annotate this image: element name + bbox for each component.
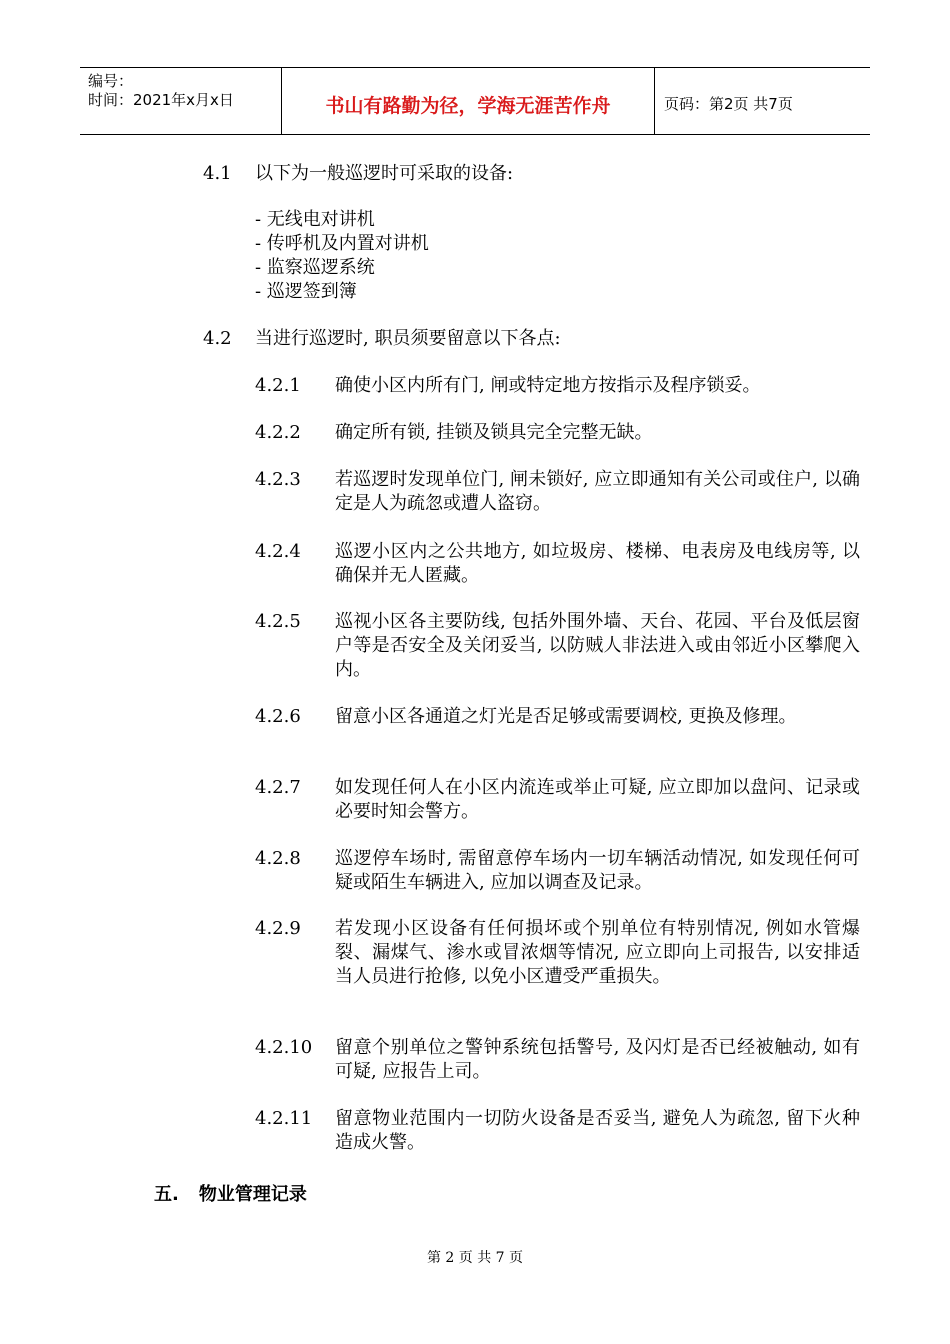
header-divider [654,68,655,134]
code-label: 编号： [88,72,134,90]
item-number: 4.2.5 [255,611,301,632]
item-text: 确使小区内所有门, 闸或特定地方按指示及程序锁妥。 [335,375,761,396]
date-label: 时间：2021年x月x日 [88,91,234,109]
section-heading-title: 物业管理记录 [198,1184,307,1205]
item-text: 确定所有锁, 挂锁及锁具完全完整无缺。 [335,422,653,443]
section-number: 4.1 [203,163,232,184]
page-header [80,67,870,135]
header-page-info: 页码：第2页 共7页 [664,95,793,113]
item-number: 4.2.4 [255,541,301,562]
item-text: 巡逻停车场时, 需留意停车场内一切车辆活动情况, 如发现任何可疑或陌生车辆进入, 应加以调查及记录。 [335,848,860,893]
item-text: 若发现小区设备有任何损坏或个别单位有特别情况, 例如水管爆裂、漏煤气、渗水或冒浓烟等情况, 应立即向上司报告, 以安排适当人员进行抢修, 以免小区遭受严重损失。 [335,918,860,987]
list-item: - 巡逻签到簿 [255,281,357,302]
item-number: 4.2.3 [255,469,301,490]
item-number: 4.2.6 [255,706,301,727]
item-number: 4.2.11 [255,1108,313,1129]
section-heading [154,1180,307,1206]
item-text: 巡视小区各主要防线, 包括外围外墙、天台、花园、平台及低层窗户等是否安全及关闭妥当, 以防贼人非法进入或由邻近小区攀爬入内。 [335,611,860,680]
item-number: 4.2.10 [255,1037,313,1058]
section-number: 4.2 [203,328,232,349]
item-text: 若巡逻时发现单位门, 闸未锁好, 应立即通知有关公司或住户, 以确定是人为疏忽或遭人盗窃。 [335,469,860,514]
item-text: 如发现任何人在小区内流连或举止可疑, 应立即加以盘问、记录或必要时知会警方。 [335,777,860,822]
list-item: - 无线电对讲机 [255,209,375,230]
item-number: 4.2.9 [255,918,301,939]
list-item: - 传呼机及内置对讲机 [255,233,429,254]
header-meta [88,72,234,110]
section-text: 以下为一般巡逻时可采取的设备: [255,163,514,184]
item-text: 留意小区各通道之灯光是否足够或需要调校, 更换及修理。 [335,706,797,727]
header-motto: 书山有路勤为径，学海无涯苦作舟 [325,95,611,117]
item-number: 4.2.1 [255,375,301,396]
item-number: 4.2.2 [255,422,301,443]
section-text: 当进行巡逻时, 职员须要留意以下各点: [255,328,561,349]
item-number: 4.2.7 [255,777,301,798]
section-heading-number: 五. [154,1184,179,1205]
item-text: 留意个别单位之警钟系统包括警号, 及闪灯是否已经被触动, 如有可疑, 应报告上司。 [335,1037,860,1082]
item-text: 巡逻小区内之公共地方, 如垃圾房、楼梯、电表房及电线房等, 以确保并无人匿藏。 [335,541,860,586]
item-text: 留意物业范围内一切防火设备是否妥当, 避免人为疏忽, 留下火种造成火警。 [335,1108,860,1153]
item-number: 4.2.8 [255,848,301,869]
page-footer: 第 2 页 共 7 页 [426,1250,524,1266]
list-item: - 监察巡逻系统 [255,257,375,278]
